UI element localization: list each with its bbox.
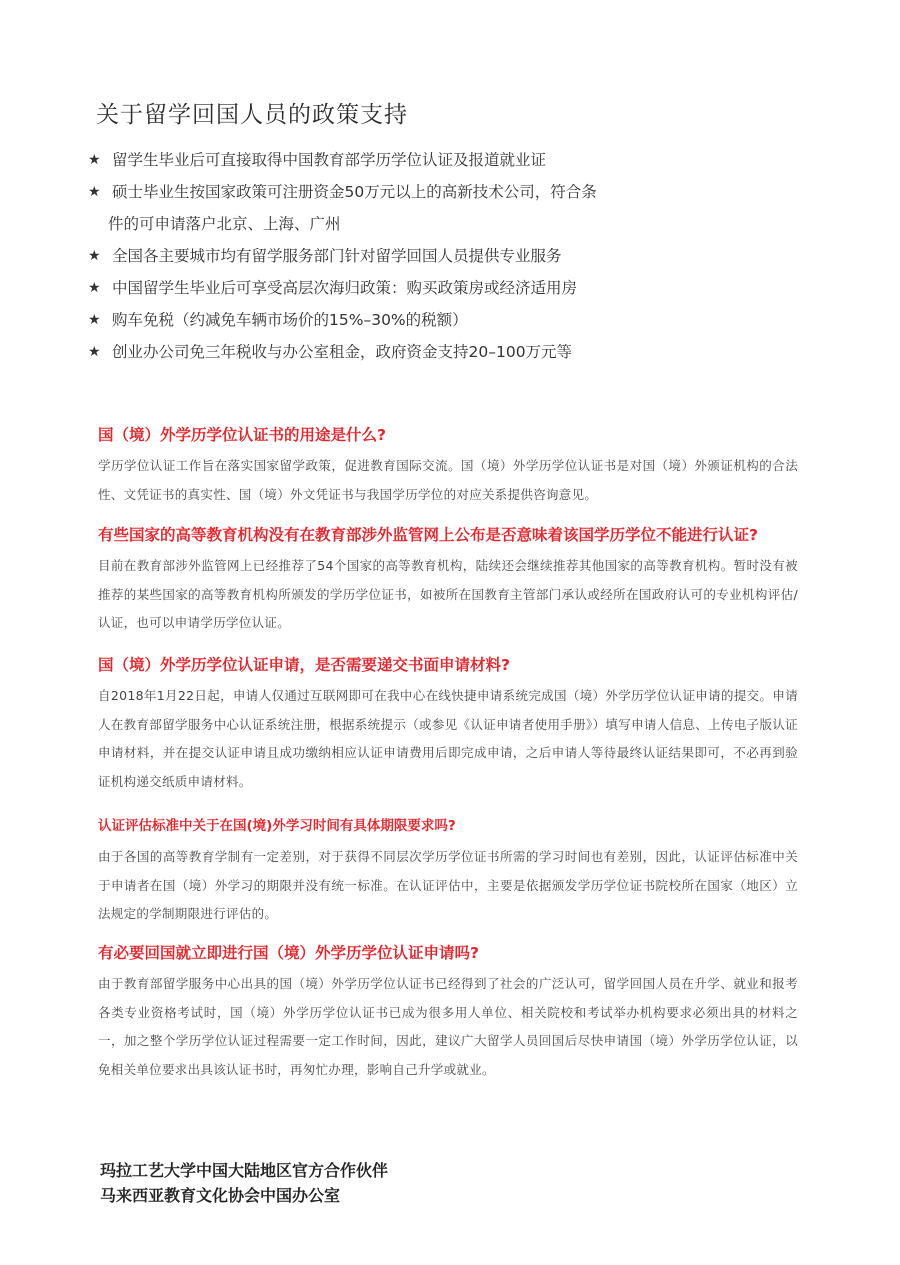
policy-text: 购车免税（约减免车辆市场价的15%–30%的税额） <box>112 311 468 329</box>
star-icon: ★ <box>88 184 101 200</box>
policy-text: 留学生毕业后可直接取得中国教育部学历学位认证及报道就业证 <box>112 151 547 169</box>
star-icon: ★ <box>88 280 101 296</box>
faq-block <box>98 524 798 638</box>
star-icon: ★ <box>88 152 101 168</box>
policy-text: 全国各主要城市均有留学服务部门针对留学回国人员提供专业服务 <box>112 247 562 265</box>
footer <box>100 1158 388 1208</box>
policy-item <box>88 144 728 176</box>
policy-text: 中国留学生毕业后可享受高层次海归政策：购买政策房或经济适用房 <box>112 279 578 297</box>
page-title: 关于留学回国人员的政策支持 <box>96 102 408 128</box>
faq-answer: 自2018年1月22日起，申请人仅通过互联网即可在我中心在线快捷申请系统完成国（境）外学历学位认证申请的提交。申请人在教育部留学服务中心认证系统注册，根据系统提示（或参见《认证申请者使用手册》）填写申请人信息、上传电子版认证申请材料，并在提交认证申请且成功缴纳相应认证申请费用后即完成申请，之后申请人等待最终认证结果即可，不必再到验证机构递交纸质申请材料。 <box>98 688 798 789</box>
faq-question: 认证评估标准中关于在国(境)外学习时间有具体期限要求吗? <box>98 818 456 834</box>
policy-text: 创业办公司免三年税收与办公室租金，政府资金支持20–100万元等 <box>112 343 573 361</box>
policy-text-continued: 件的可申请落户北京、上海、广州 <box>108 215 341 233</box>
faq-block <box>98 942 798 1084</box>
faq-answer: 由于各国的高等教育学制有一定差别，对于获得不同层次学历学位证书所需的学习时间也有差别，因此，认证评估标准中关于申请者在国（境）外学习的期限并没有统一标准。在认证评估中，主要是依据颁发学历学位证书院校所在国家（地区）立法规定的学制期限进行评估的。 <box>98 849 798 921</box>
faq-block <box>98 815 798 929</box>
policy-item <box>88 176 728 240</box>
faq-question: 国（境）外学历学位认证书的用途是什么? <box>98 426 386 444</box>
star-icon: ★ <box>88 312 101 328</box>
faq-question: 国（境）外学历学位认证申请，是否需要递交书面申请材料? <box>98 656 510 674</box>
faq-answer: 由于教育部留学服务中心出具的国（境）外学历学位认证书已经得到了社会的广泛认可，留学回国人员在升学、就业和报考各类专业资格考试时，国（境）外学历学位认证书已成为很多用人单位、相关院校和考试举办机构要求必须出具的材料之一，加之整个学历学位认证过程需要一定工作时间，因此，建议广大留学人员回国后尽快申请国（境）外学历学位认证，以免相关单位要求出具该认证书时，再匆忙办理，影响自己升学或就业。 <box>98 976 798 1077</box>
faq-question: 有些国家的高等教育机构没有在教育部涉外监管网上公布是否意味着该国学历学位不能进行认证? <box>98 526 758 544</box>
policy-list <box>88 144 728 368</box>
faq-question: 有必要回国就立即进行国（境）外学历学位认证申请吗? <box>98 944 479 962</box>
policy-text: 硕士毕业生按国家政策可注册资金50万元以上的高新技术公司，符合条 <box>112 183 597 201</box>
star-icon: ★ <box>88 248 101 264</box>
footer-office-line: 马来西亚教育文化协会中国办公室 <box>100 1186 341 1205</box>
footer-partner-line: 玛拉工艺大学中国大陆地区官方合作伙伴 <box>100 1161 389 1180</box>
star-icon: ★ <box>88 344 101 360</box>
policy-item <box>88 336 728 368</box>
policy-item <box>88 304 728 336</box>
faq-answer: 目前在教育部涉外监管网上已经推荐了54个国家的高等教育机构，陆续还会继续推荐其他国家的高等教育机构。暂时没有被推荐的某些国家的高等教育机构所颁发的学历学位证书，如被所在国教育主管部门承认或经所在国政府认可的专业机构评估/认证，也可以申请学历学位认证。 <box>98 558 798 630</box>
faq-block <box>98 424 798 509</box>
policy-item <box>88 272 728 304</box>
policy-item <box>88 240 728 272</box>
faq-block <box>98 654 798 796</box>
faq-answer: 学历学位认证工作旨在落实国家留学政策，促进教育国际交流。国（境）外学历学位认证书是对国（境）外颁证机构的合法性、文凭证书的真实性、国（境）外文凭证书与我国学历学位的对应关系提供咨询意见。 <box>98 458 798 502</box>
